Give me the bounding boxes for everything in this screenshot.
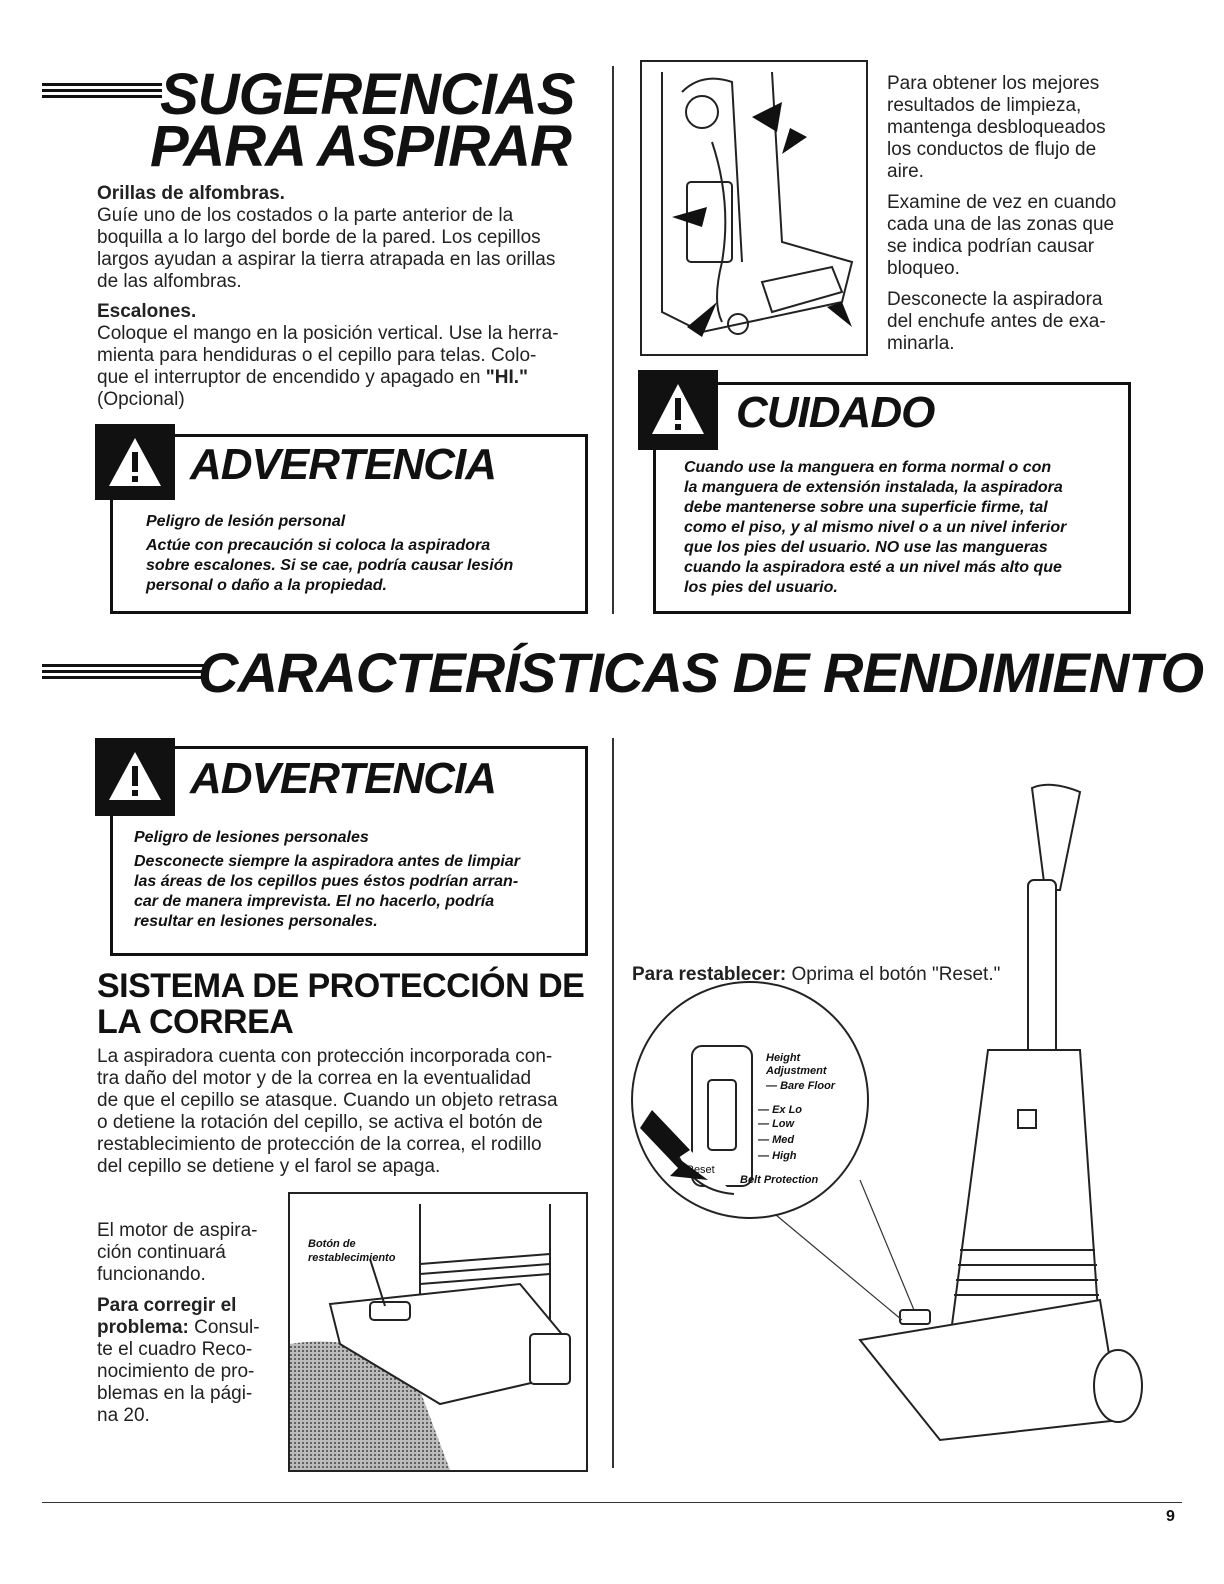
column-divider [612, 738, 614, 1468]
dial-belt-protection: Belt Protection [740, 1174, 819, 1186]
dial-med: — Med [758, 1134, 795, 1146]
warning-subtitle: Peligro de lesiones personales [134, 829, 369, 846]
page-number: 9 [1166, 1508, 1175, 1525]
warning-title: ADVERTENCIA [190, 440, 497, 489]
airflow-text: Para obtener los mejores resultados de limpieza, mantenga desbloqueados los conductos de flujo de aire. Examine de vez en cuando cada una de las zonas que se indica podrían causar bloqueo. Desconecte la aspiradora del enchufe antes de exa- minarla. [887, 73, 1117, 354]
warning-body: Desconecte siempre la aspiradora antes de limpiar las áreas de los cepillos pues éstos podrían arran- car de manera imprevista. El no hacerlo, podría resultar en lesiones personales. [134, 853, 520, 930]
warning-icon [95, 424, 175, 500]
figure-label-1: Botón de [308, 1238, 356, 1250]
warning-body: Actúe con precaución si coloca la aspiradora sobre escalones. Si se cae, podría causar lesión personal o daño a la propiedad. [146, 537, 514, 594]
section-title-performance: CARACTERÍSTICAS DE RENDIMIENTO [198, 641, 1204, 704]
dial-high: — High [758, 1150, 797, 1162]
warning-title: ADVERTENCIA [190, 754, 497, 803]
dial-ex-lo: — Ex Lo [758, 1104, 803, 1116]
caution-body: Cuando use la manguera en forma normal o con la manguera de extensión instalada, la aspiradora debe mantenerse sobre una superficie firme, tal como el piso, y al mismo nivel o a un nivel inferior que los pies del usuario. NO use las mangueras cuando la aspiradora esté a un nivel más alto que los pies del usuario. [684, 459, 1067, 596]
dial-bare-floor: — Bare Floor [766, 1080, 836, 1092]
dial-height-label-2: Adjustment [766, 1065, 827, 1077]
dial-low: — Low [758, 1118, 795, 1130]
heading-rule [42, 83, 162, 97]
dial-reset-label: Reset [686, 1164, 715, 1176]
figure-label-2: restablecimiento [308, 1252, 396, 1264]
belt-side-text: El motor de aspira- ción continuará funcionando. Para corregir el problema: Consul- te el cuadro Reco- nocimiento de pro- blemas en la pági- na 20. [97, 1220, 260, 1426]
footer-rule [42, 1502, 1182, 1503]
belt-title: SISTEMA DE PROTECCIÓN DE LA CORREA [97, 967, 585, 1041]
reset-instruction: Para restablecer: Oprima el botón "Reset." [632, 964, 1001, 985]
section-title-line1: SUGERENCIAS [160, 62, 575, 127]
section-title-line2: PARA ASPIRAR [150, 114, 571, 179]
vacuum-illustration [630, 780, 1150, 1460]
column-divider [612, 66, 614, 614]
caution-title: CUIDADO [736, 388, 935, 437]
reset-button-figure [288, 1192, 588, 1472]
caution-icon [638, 370, 718, 450]
carpet-edges-text: Orillas de alfombras. Guíe uno de los costados o la parte anterior de la boquilla a lo largo del borde de la pared. Los cepillos largos ayudan a aspirar la tierra atrapada en las orillas de las alfombras. Escalones. Coloque el mango en la posición vertical. Use la herra- mienta para hendiduras o el cepillo para telas. Colo- que el interruptor de encendido y apagado en "HI." (Opcional) [97, 183, 559, 410]
airflow-figure [640, 60, 868, 356]
dial-height-label: Height [766, 1052, 801, 1064]
warning-subtitle: Peligro de lesión personal [146, 513, 346, 530]
belt-text: La aspiradora cuenta con protección incorporada con- tra daño del motor y de la correa en la eventualidad de que el cepillo se atasque. Cuando un objeto retrasa o detiene la rotación del cepillo, se activa el botón de restablecimiento de protección de la correa, el rodillo del cepillo se detiene y el farol se apaga. [97, 1046, 558, 1177]
warning-icon [95, 738, 175, 816]
heading-rule [42, 664, 207, 678]
